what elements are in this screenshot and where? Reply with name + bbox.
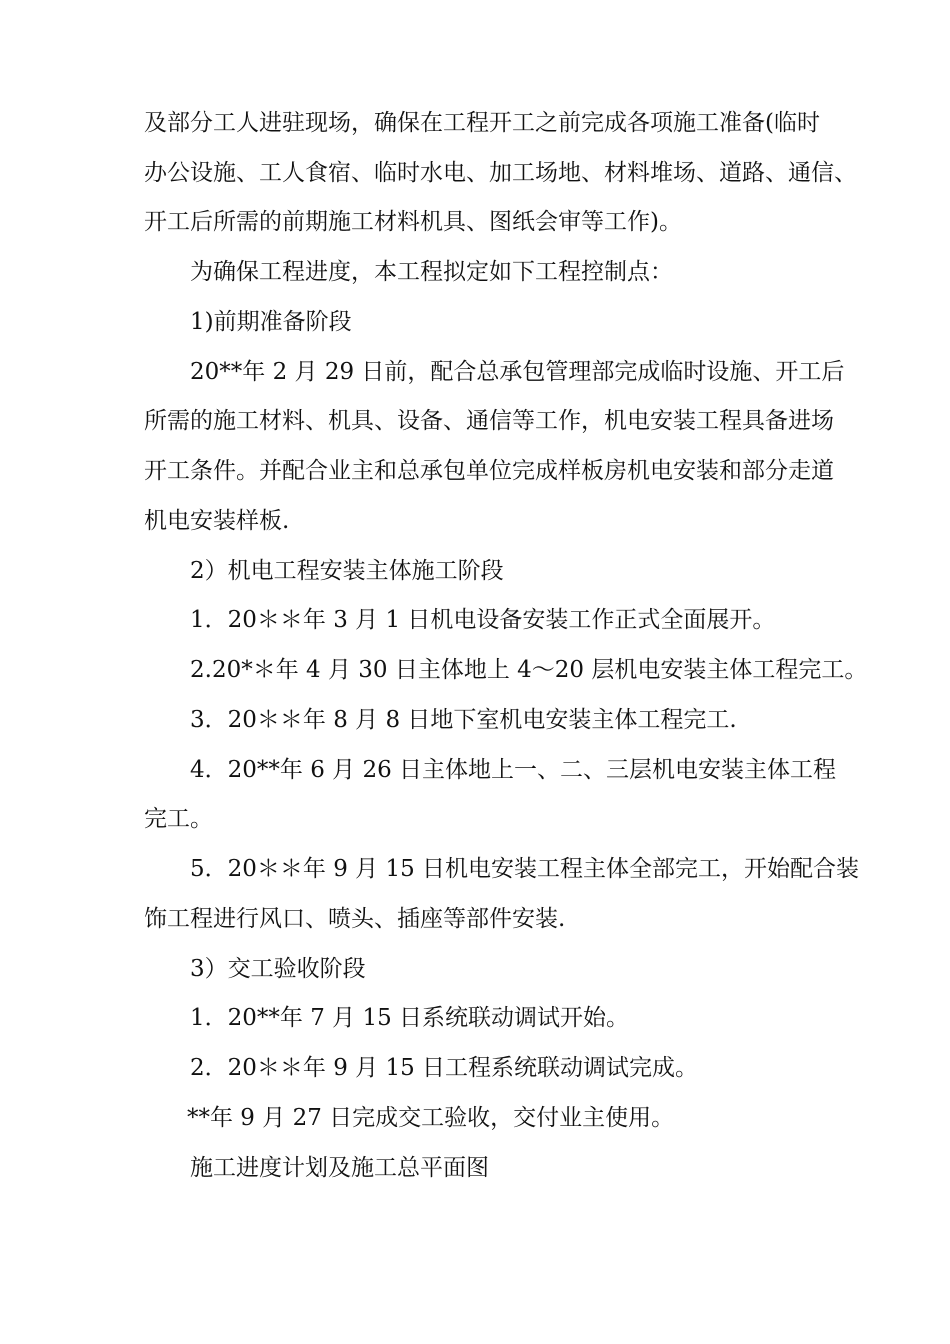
paragraph-line: 开工条件。并配合业主和总承包单位完成样板房机电安装和部分走道: [144, 458, 834, 484]
list-item: 1．20**年 7 月 15 日系统联动调试开始。: [190, 1005, 630, 1031]
paragraph-line: 办公设施、工人食宿、临时水电、加工场地、材料堆场、道路、通信、: [144, 160, 857, 186]
list-item: 3．20＊＊年 8 月 8 日地下室机电安装主体工程完工.: [190, 707, 737, 733]
paragraph-line: 开工后所需的前期施工材料机具、图纸会审等工作)。: [144, 209, 682, 235]
section-heading: 1)前期准备阶段: [190, 309, 352, 335]
list-item: 1．20＊＊年 3 月 1 日机电设备安装工作正式全面展开。: [190, 607, 776, 633]
paragraph-line: 为确保工程进度，本工程拟定如下工程控制点：: [190, 259, 673, 285]
paragraph-line: 及部分工人进驻现场，确保在工程开工之前完成各项施工准备(临时: [144, 110, 820, 136]
list-item-continuation: 完工。: [144, 806, 213, 832]
list-item: 4．20**年 6 月 26 日主体地上一、二、三层机电安装主体工程: [190, 757, 837, 783]
section-heading: 3）交工验收阶段: [190, 956, 366, 982]
section-heading: 施工进度计划及施工总平面图: [190, 1155, 489, 1181]
list-item-continuation: 饰工程进行风口、喷头、插座等部件安装.: [144, 906, 566, 932]
paragraph-line: 所需的施工材料、机具、设备、通信等工作，机电安装工程具备进场: [144, 408, 834, 434]
section-heading: 2）机电工程安装主体施工阶段: [190, 558, 504, 584]
list-item: 2.20*＊年 4 月 30 日主体地上 4～20 层机电安装主体工程完工。: [190, 657, 868, 683]
list-item: 2．20＊＊年 9 月 15 日工程系统联动调试完成。: [190, 1055, 699, 1081]
paragraph-line: **年 9 月 27 日完成交工验收，交付业主使用。: [187, 1105, 675, 1131]
paragraph-line: 机电安装样板.: [144, 508, 290, 534]
paragraph-line: 20**年 2 月 29 日前，配合总承包管理部完成临时设施、开工后: [190, 359, 845, 385]
list-item: 5．20＊＊年 9 月 15 日机电安装工程主体全部完工，开始配合装: [190, 856, 860, 882]
